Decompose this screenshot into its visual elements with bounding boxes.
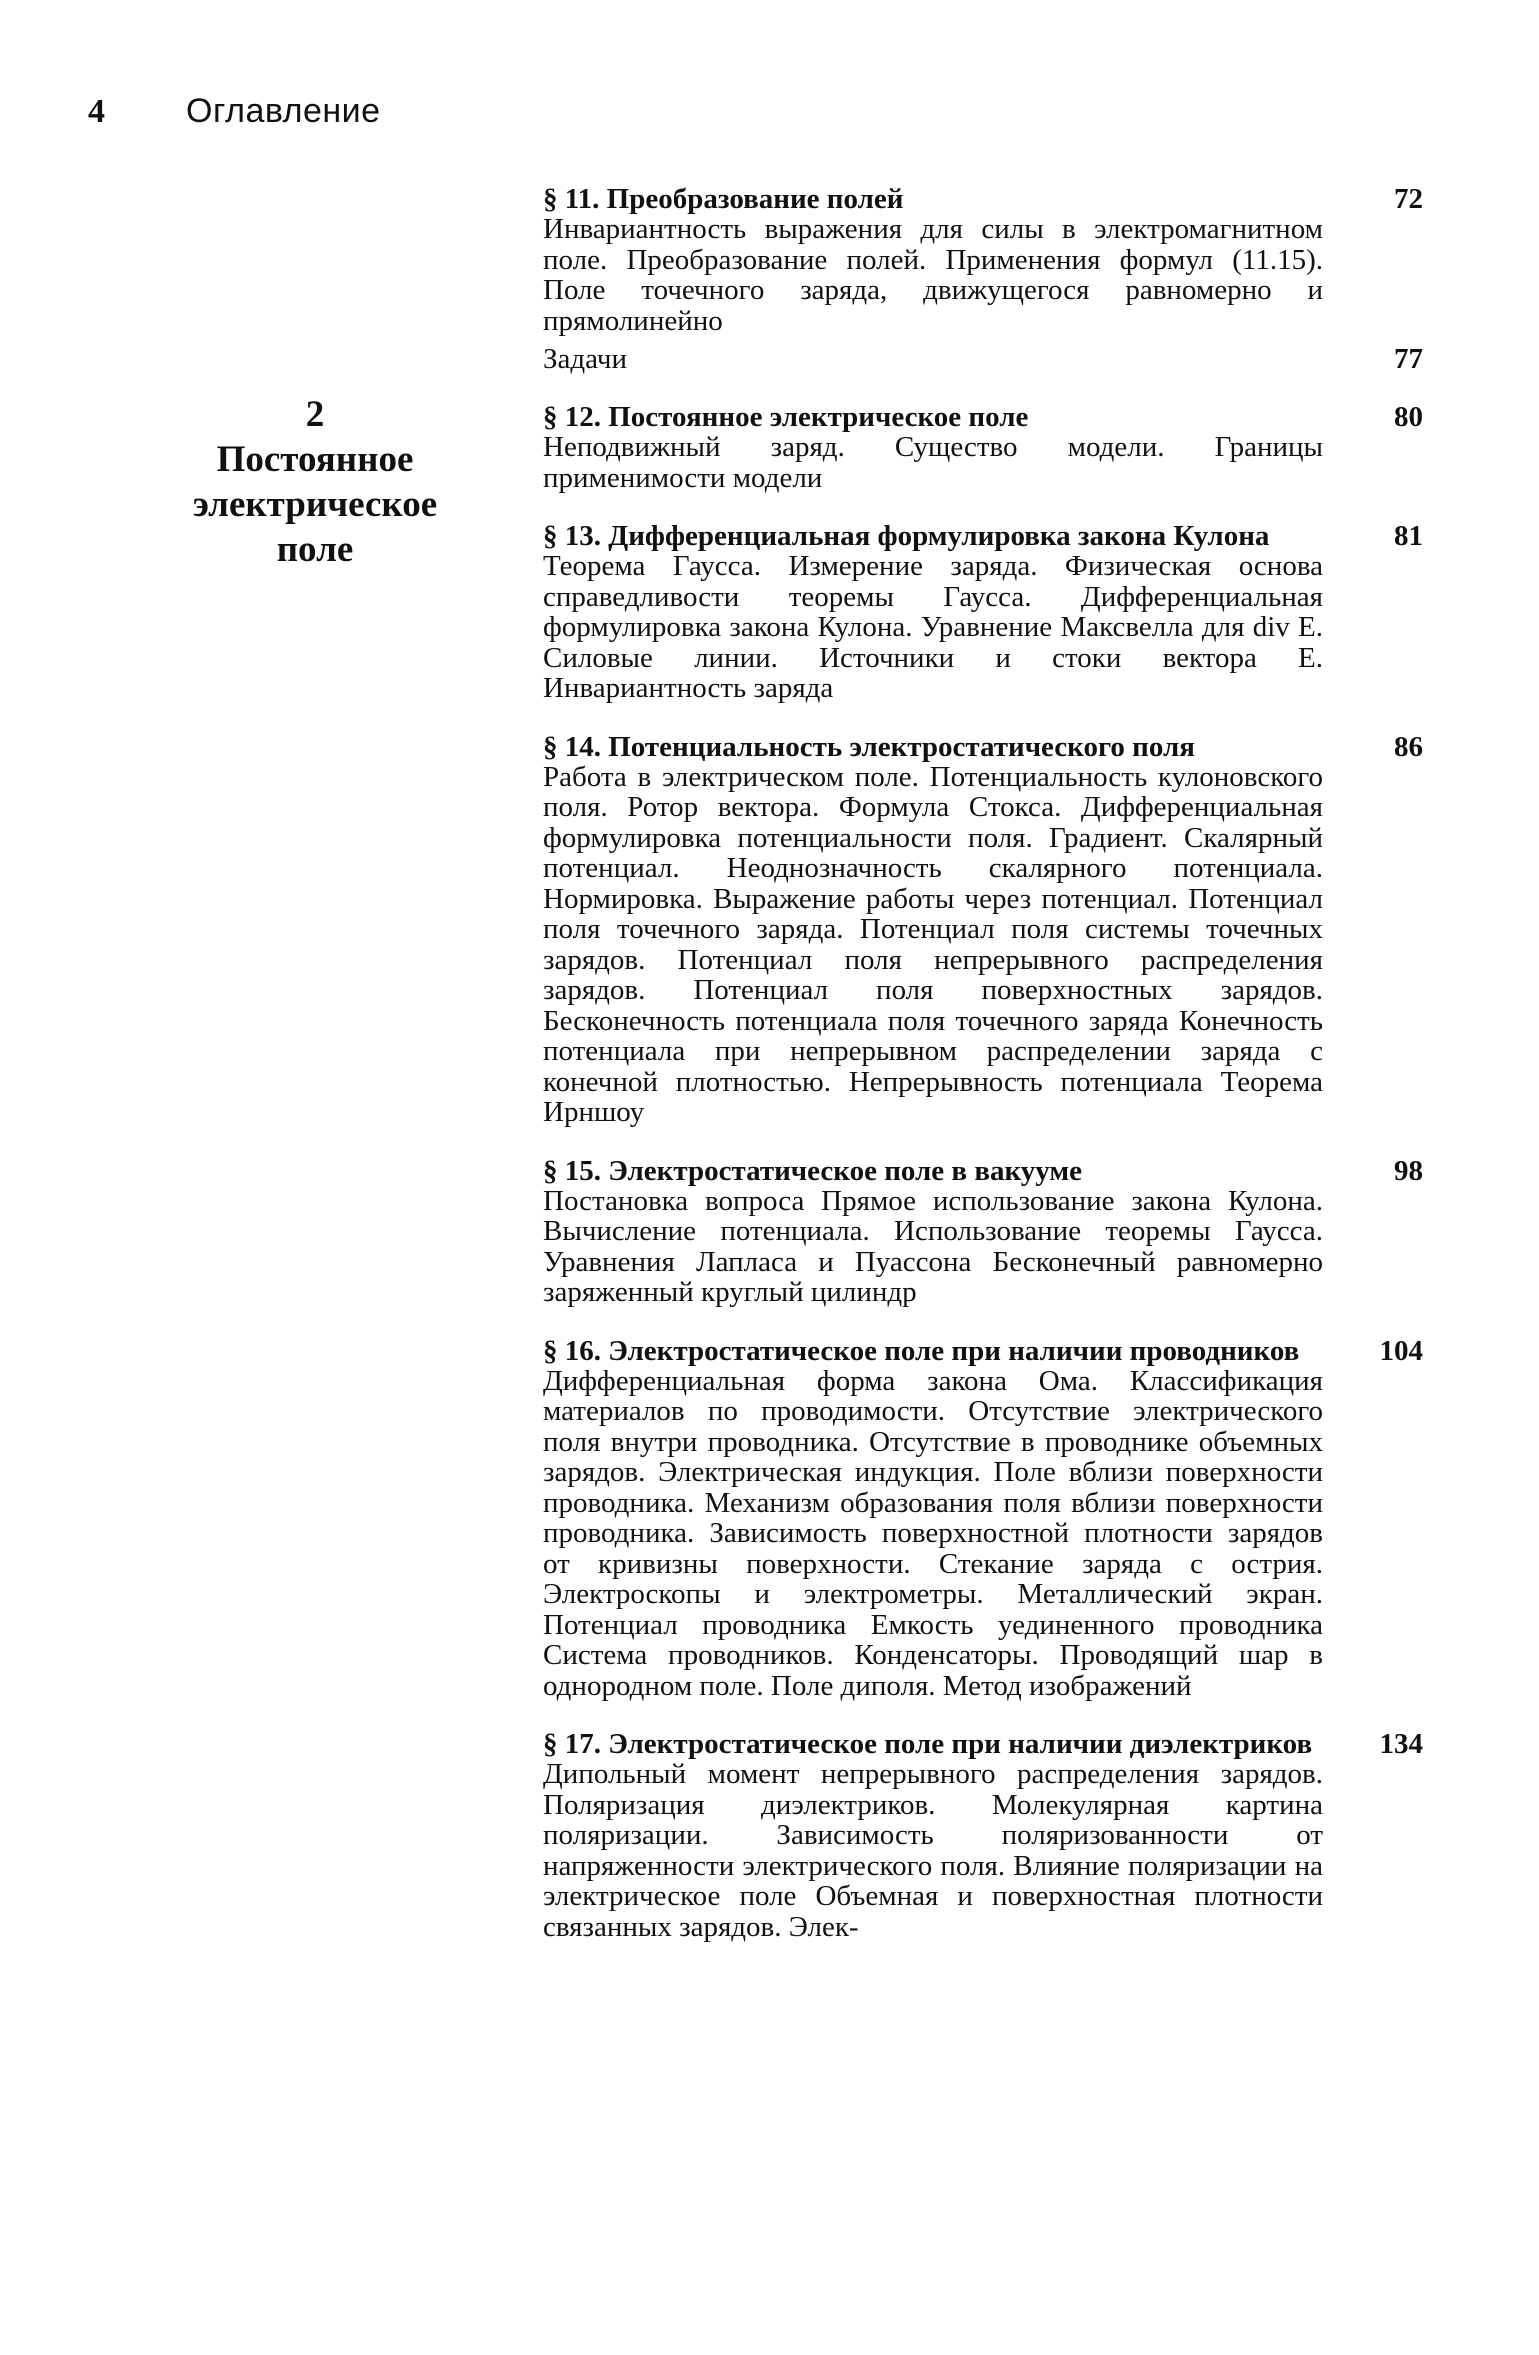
section-title[interactable]: § 11. Преобразование полей — [543, 183, 904, 215]
chapter-heading — [150, 392, 480, 572]
section-page: 104 — [1379, 1334, 1423, 1367]
section-page: 98 — [1394, 1154, 1423, 1187]
section-title[interactable]: § 16. Электростатическое поле при наличии проводников — [543, 1334, 1300, 1367]
page-header — [88, 92, 381, 131]
toc-entry-14 — [543, 732, 1423, 1128]
toc-entry-17 — [543, 1729, 1423, 1942]
problems-label[interactable]: Задачи — [543, 343, 627, 375]
section-description: Дифференциальная форма закона Ома. Классификация материалов по проводимости. Отсутствие электрического поля внутри проводника. Отсутствие в проводнике объемных зарядов. Электрическая индукция. Поле вблизи поверхности проводника. Механизм образования поля вблизи поверхности проводника. Зависимость поверхностной плотности зарядов от кривизны поверхности. Стекание заряда с острия. Электроскопы и электрометры. Металлический экран. Потенциал проводника Емкость уединенного проводника Система проводников. Конденсаторы. Проводящий шар в однородном поле. Поле диполя. Метод изображений — [543, 1364, 1323, 1702]
section-description: Дипольный момент непрерывного распределения зарядов. Поляризация диэлектриков. Молекулярная картина поляризации. Зависимость поляризованности от напряженности электрического поля. Влияние поляризации на электрическое поле Объемная и поверхностная плотности связанных зарядов. Элек- — [543, 1758, 1323, 1943]
section-title[interactable]: § 13. Дифференциальная формулировка закона Кулона — [543, 520, 1270, 552]
running-title: Оглавление — [186, 92, 381, 130]
section-page: 72 — [1394, 183, 1423, 215]
problems-line — [543, 344, 1423, 374]
section-page: 81 — [1394, 520, 1423, 552]
section-page: 86 — [1394, 730, 1423, 763]
table-of-contents — [543, 184, 1423, 1970]
section-title[interactable]: § 15. Электростатическое поле в вакууме — [543, 1154, 1083, 1187]
section-description: Теорема Гаусса. Измерение заряда. Физическая основа справедливости теоремы Гаусса. Дифференциальная формулировка закона Кулона. Уравнение Максвелла для div E. Силовые линии. Источники и стоки вектора E. Инвариантность заряда — [543, 550, 1323, 704]
section-page: 134 — [1379, 1728, 1423, 1760]
section-title[interactable]: § 14. Потенциальность электростатического поля — [543, 730, 1195, 763]
page-number: 4 — [88, 93, 105, 130]
chapter-number: 2 — [305, 394, 325, 435]
problems-page: 77 — [1394, 343, 1423, 375]
section-description: Неподвижный заряд. Существо модели. Границы применимости модели — [543, 431, 1323, 494]
section-description: Постановка вопроса Прямое использование закона Кулона. Вычисление потенциала. Использование теоремы Гаусса. Уравнения Лапласа и Пуассона Бесконечный равномерно заряженный круглый цилиндр — [543, 1184, 1323, 1308]
section-page: 80 — [1394, 401, 1423, 433]
toc-entry-12 — [543, 402, 1423, 493]
chapter-title-line: Постоянное — [216, 439, 414, 480]
toc-entry-16 — [543, 1336, 1423, 1702]
toc-entry-15 — [543, 1156, 1423, 1308]
chapter-title-line: электрическое — [192, 484, 438, 525]
chapter-title-line: поле — [276, 529, 354, 570]
section-description: Инвариантность выражения для силы в электромагнитном поле. Преобразование полей. Применения формул (11.15). Поле точечного заряда, движущегося равномерно и прямолинейно — [543, 213, 1323, 337]
toc-entry-13 — [543, 521, 1423, 704]
section-title[interactable]: § 12. Постоянное электрическое поле — [543, 401, 1029, 433]
toc-entry-11 — [543, 184, 1423, 374]
section-title[interactable]: § 17. Электростатическое поле при наличии диэлектриков — [543, 1728, 1313, 1760]
section-description: Работа в электрическом поле. Потенциальность кулоновского поля. Ротор вектора. Формула Стокса. Дифференциальная формулировка потенциальности поля. Градиент. Скалярный потенциал. Неоднозначность скалярного потенциала. Нормировка. Выражение работы через потенциал. Потенциал поля точечного заряда. Потенциал поля системы точечных зарядов. Потенциал поля непрерывного распределения зарядов. Потенциал поля поверхностных зарядов. Бесконечность потенциала поля точечного заряда Конечность потенциала при непрерывном распределении заряда с конечной плотностью. Непрерывность потенциала Теорема Ирншоу — [543, 760, 1323, 1128]
